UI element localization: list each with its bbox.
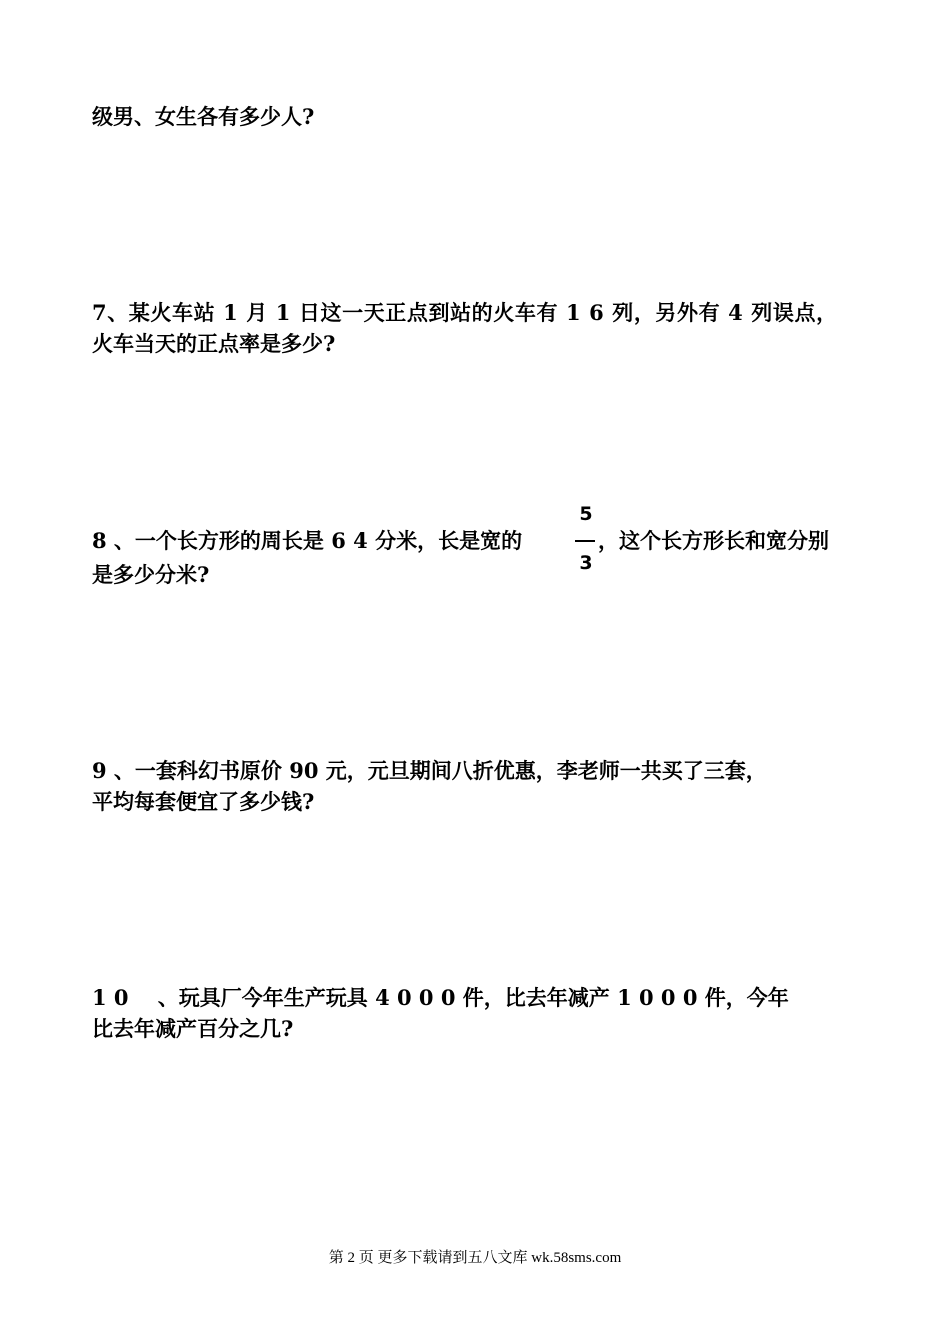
question-8-line-1-after-fraction: ，这个长方形长和宽分别 xyxy=(598,528,829,553)
question-7-line-1: 7、某火车站 1 月 1 日这一天正点到站的火车有 1 6 列，另外有 4 列误点， xyxy=(92,300,838,325)
question-10-line-1: 1 0 、玩具厂今年生产玩具 4 0 0 0 件，比去年减产 1 0 0 0 件，今年 xyxy=(92,985,789,1010)
question-8-line-2: 是多少分米? xyxy=(92,562,210,587)
question-8-line-1-before-fraction: 8 、一个长方形的周长是 6 4 分米，长是宽的 xyxy=(92,528,523,553)
page-footer: 第 2 页 更多下载请到五八文库 wk.58sms.com xyxy=(328,1250,622,1266)
question-6-continuation: 级男、女生各有多少人? xyxy=(92,104,315,129)
fraction-denominator: 3 xyxy=(579,552,593,574)
fraction-bar xyxy=(575,540,595,542)
question-9-line-2: 平均每套便宜了多少钱? xyxy=(92,789,315,814)
question-7-line-2: 火车当天的正点率是多少? xyxy=(92,331,336,356)
question-9-line-1: 9 、一套科幻书原价 90 元，元旦期间八折优惠，李老师一共买了三套， xyxy=(92,758,767,783)
fraction-numerator: 5 xyxy=(579,503,593,525)
question-10-line-2: 比去年减产百分之几? xyxy=(92,1016,294,1041)
